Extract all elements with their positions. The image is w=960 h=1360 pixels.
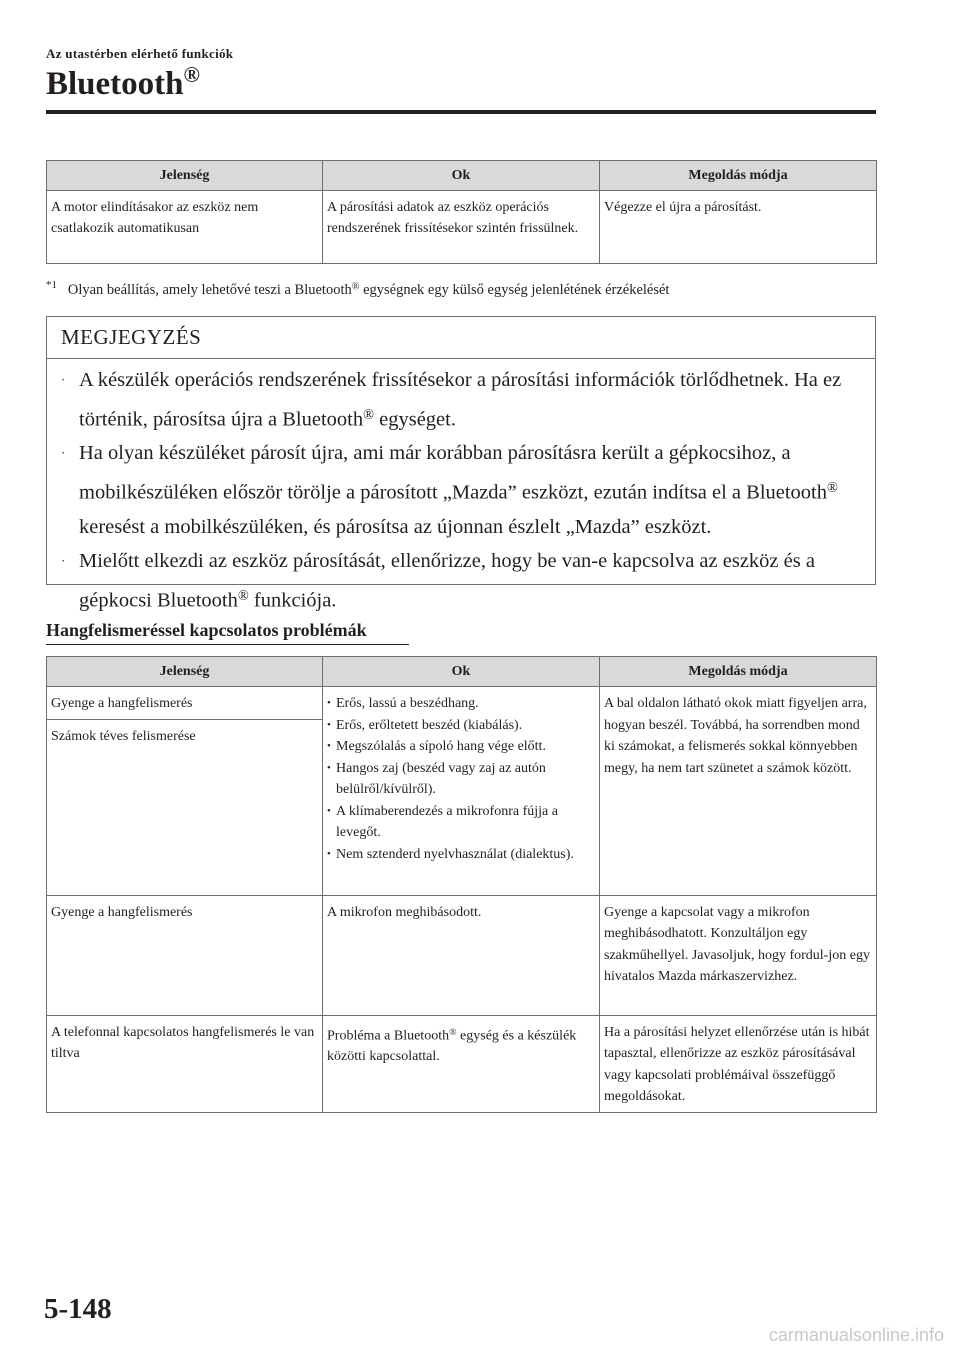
list-item: • Erős, erőltetett beszéd (kiabálás). <box>327 715 595 737</box>
header-symptom: Jelenség <box>47 161 323 191</box>
subheading-underline <box>46 644 409 645</box>
list-item: • Hangos zaj (beszéd vagy zaj az autón belülről/kívülről). <box>327 758 595 801</box>
page-title: Bluetooth® <box>46 62 200 102</box>
header-symptom: Jelenség <box>47 657 323 687</box>
cell-solution: Végezze el újra a párosítást. <box>600 191 877 264</box>
registered-mark: ® <box>351 281 360 293</box>
registered-mark: ® <box>449 1026 457 1038</box>
note-body <box>47 359 875 618</box>
cell-symptom: Gyenge a hangfelismerés <box>47 687 323 720</box>
registered-mark: ® <box>183 62 200 87</box>
footnote-mark: *1 <box>46 279 57 291</box>
note-item: · A készülék operációs rendszerének frissítésekor a párosítási információk törlődhetnek. Ha ez történik, párosítsa újra a Bluetooth® egységet. <box>61 363 865 436</box>
cell-symptom: A telefonnal kapcsolatos hangfelismerés le van tiltva <box>47 1015 323 1112</box>
bullet-icon: · <box>61 553 66 569</box>
bullet-icon: · <box>61 372 66 387</box>
table-row <box>47 895 877 1015</box>
cell-cause-list <box>323 687 600 896</box>
header-cause: Ok <box>323 657 600 687</box>
cell-cause: A mikrofon meghibásodott. <box>323 895 600 1015</box>
cell-solution: Ha a párosítási helyzet ellenőrzése után is hibát tapasztal, ellenőrizze az eszköz párosításával vagy kapcsolati problémáival összefüggő megoldásokat. <box>600 1015 877 1112</box>
cell-solution: A bal oldalon látható okok miatt figyeljen arra, hogyan beszél. Továbbá, ha sorrendben mond ki számokat, a felismerés sokkal könnyebben megy, ha nem tart szünetet a számok között. <box>600 687 877 896</box>
cell-cause: Probléma a Bluetooth® egység és a készülék közötti kapcsolattal. <box>323 1015 600 1112</box>
section-subheading: Hangfelismeréssel kapcsolatos problémák <box>46 620 367 640</box>
section-label: Az utastérben elérhető funkciók <box>46 46 234 61</box>
title-rule <box>46 110 876 114</box>
footnote: $^{*1}$ Olyan beállítás, amely lehetővé teszi a Bluetooth® egységnek egy külső egység jelenlétének érzékelését <box>46 279 670 298</box>
list-item: • Nem sztenderd nyelvhasználat (dialektus). <box>327 844 595 866</box>
note-box <box>46 316 876 612</box>
table-header-row <box>47 161 877 191</box>
watermark: carmanualsonline.info <box>768 1325 944 1345</box>
cell-symptom: Gyenge a hangfelismerés <box>47 895 323 1015</box>
header-cause: Ok <box>323 161 600 191</box>
table-row <box>47 191 877 264</box>
list-item: • Megszólalás a sípoló hang vége előtt. <box>327 736 595 758</box>
note-item: · Ha olyan készüléket párosít újra, ami már korábban párosításra került a gépkocsihoz, a mobilkészüléken először törölje a párosított „Mazda” eszközt, ezután indítsa el a Bluetooth® keresést a mobilkészüléken, és párosítsa az újonnan észlelt „Mazda” eszközt. <box>61 436 865 544</box>
voice-recognition-table <box>46 656 877 1113</box>
header-solution: Megoldás módja <box>600 161 877 191</box>
pairing-trouble-table <box>46 160 877 264</box>
header-solution: Megoldás módja <box>600 657 877 687</box>
list-item: • A klímaberendezés a mikrofonra fújja a levegőt. <box>327 801 595 844</box>
table-row <box>47 687 877 720</box>
bullet-icon: · <box>61 445 66 461</box>
cell-symptom: A motor elindításakor az eszköz nem csatlakozik automatikusan <box>47 191 323 264</box>
note-title: MEGJEGYZÉS <box>47 317 875 359</box>
cell-symptom: Számok téves felismerése <box>47 719 323 895</box>
cell-cause: A párosítási adatok az eszköz operációs rendszerének frissítésekor szintén frissülnek. <box>323 191 600 264</box>
table-row <box>47 1015 877 1112</box>
table-header-row <box>47 657 877 687</box>
cell-solution: Gyenge a kapcsolat vagy a mikrofon meghibásodhatott. Konzultáljon egy szakműhellyel. Javasoljuk, hogy fordul-jon egy hivatalos Mazda márkaszervizhez. <box>600 895 877 1015</box>
list-item: • Erős, lassú a beszédhang. <box>327 693 595 715</box>
note-item: · Mielőtt elkezdi az eszköz párosítását, ellenőrizze, hogy be van-e kapcsolva az eszköz és a gépkocsi Bluetooth® funkciója. <box>61 544 865 617</box>
page-number: 5-148 <box>44 1293 112 1325</box>
